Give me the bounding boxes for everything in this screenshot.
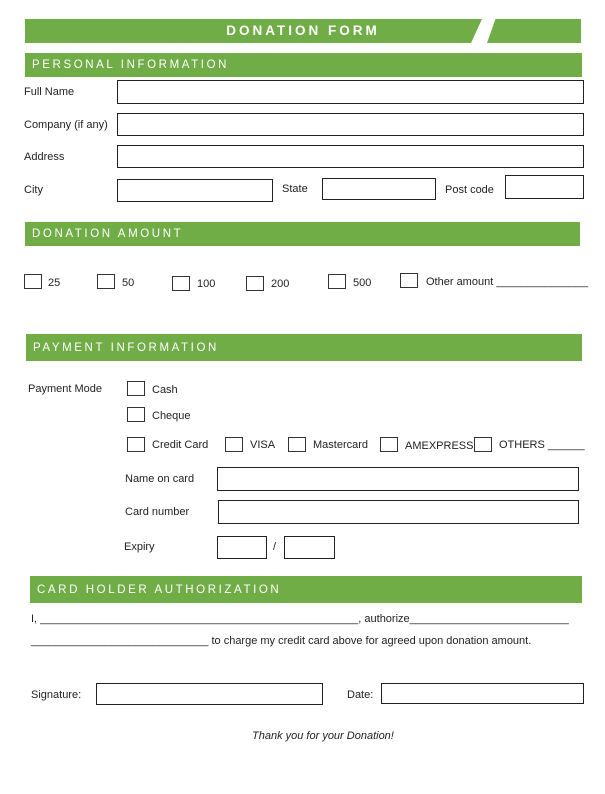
- expiry-year-field[interactable]: [284, 536, 335, 559]
- card-number-field[interactable]: [218, 500, 579, 524]
- section-title-donation: DONATION AMOUNT: [32, 228, 184, 240]
- form-title: DONATION FORM: [226, 23, 380, 38]
- amount-500-checkbox[interactable]: [328, 274, 346, 289]
- expiry-label: Expiry: [124, 541, 155, 553]
- credit-card-label: Credit Card: [152, 439, 209, 451]
- others-checkbox[interactable]: [474, 437, 492, 452]
- amount-500-label: 500: [353, 277, 372, 289]
- amount-25-checkbox[interactable]: [24, 274, 42, 289]
- address-label: Address: [24, 151, 65, 163]
- visa-label: VISA: [250, 439, 276, 451]
- amount-200-label: 200: [271, 278, 290, 290]
- postcode-field[interactable]: [505, 175, 584, 199]
- section-title-authorization: CARD HOLDER AUTHORIZATION: [37, 584, 282, 596]
- others-label: OTHERS ______: [499, 439, 585, 451]
- city-label: City: [24, 184, 43, 196]
- state-label: State: [282, 183, 308, 195]
- payment-mode-label: Payment Mode: [28, 383, 102, 395]
- date-label: Date:: [347, 689, 374, 701]
- cash-checkbox[interactable]: [127, 381, 145, 396]
- signature-field[interactable]: [96, 683, 323, 705]
- section-title-personal: PERSONAL INFORMATION: [32, 59, 230, 71]
- state-field[interactable]: [322, 178, 436, 200]
- cheque-checkbox[interactable]: [127, 407, 145, 422]
- cheque-label: Cheque: [152, 410, 191, 422]
- company-field[interactable]: [117, 113, 584, 136]
- section-title-payment: PAYMENT INFORMATION: [33, 342, 219, 354]
- amount-200-checkbox[interactable]: [246, 276, 264, 291]
- card-number-label: Card number: [125, 506, 190, 518]
- name-on-card-field[interactable]: [217, 467, 579, 491]
- mastercard-checkbox[interactable]: [288, 437, 306, 452]
- postcode-label: Post code: [445, 184, 494, 196]
- amount-50-label: 50: [122, 277, 135, 289]
- company-label: Company (if any): [24, 119, 108, 131]
- authorization-line-2: _____________________________ to charge my credit card above for agreed upon donation amount.: [31, 635, 532, 647]
- visa-checkbox[interactable]: [225, 437, 243, 452]
- amount-100-checkbox[interactable]: [172, 276, 190, 291]
- amount-other-label: Other amount _______________: [426, 276, 589, 288]
- full-name-field[interactable]: [117, 80, 584, 104]
- date-field[interactable]: [381, 683, 584, 704]
- authorization-line-1: I, ____________________________________________________, authorize__________________________: [31, 613, 569, 625]
- full-name-label: Full Name: [24, 86, 75, 98]
- name-on-card-label: Name on card: [125, 473, 195, 485]
- credit-card-checkbox[interactable]: [127, 437, 145, 452]
- address-field[interactable]: [117, 145, 584, 168]
- amount-other-checkbox[interactable]: [400, 273, 418, 288]
- expiry-month-field[interactable]: [217, 536, 267, 559]
- expiry-separator: /: [273, 541, 277, 553]
- amount-100-label: 100: [197, 278, 216, 290]
- signature-label: Signature:: [31, 689, 82, 701]
- amex-label: AMEXPRESS: [405, 440, 474, 452]
- mastercard-label: Mastercard: [313, 439, 369, 451]
- thank-you-note: Thank you for your Donation!: [252, 730, 394, 742]
- amount-25-label: 25: [48, 277, 61, 289]
- amex-checkbox[interactable]: [380, 437, 398, 452]
- city-field[interactable]: [117, 179, 273, 202]
- cash-label: Cash: [152, 384, 178, 396]
- amount-50-checkbox[interactable]: [97, 274, 115, 289]
